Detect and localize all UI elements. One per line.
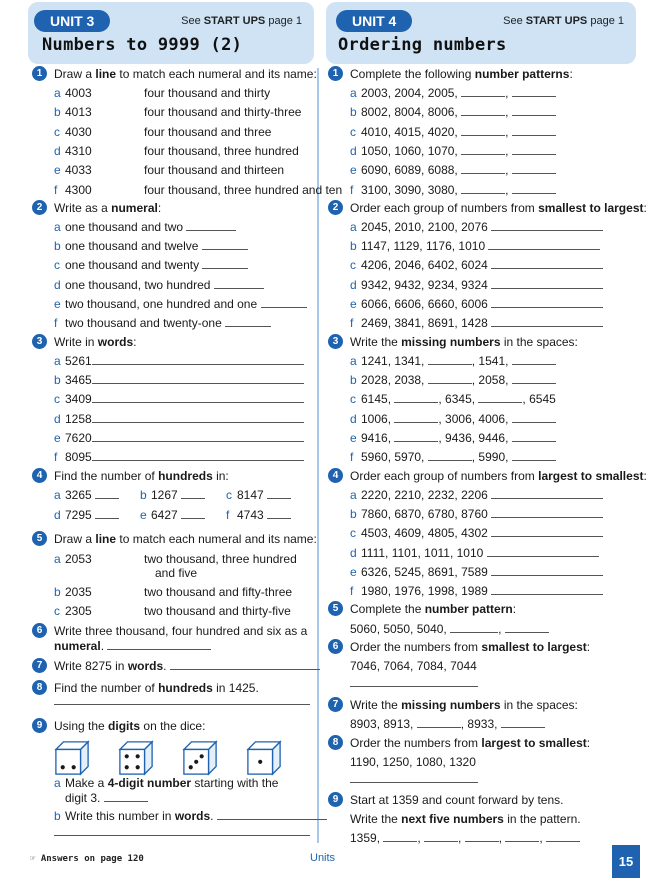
dice-icon bbox=[246, 740, 282, 776]
dice-icon bbox=[118, 740, 154, 776]
dice-icon bbox=[54, 740, 90, 776]
q3-item-e[interactable]: e 7620 bbox=[54, 431, 304, 445]
unit3-title: Numbers to 9999 (2) bbox=[42, 35, 243, 55]
q4-item-e[interactable]: e 6427 bbox=[140, 508, 205, 522]
q7-instruction[interactable]: Write 8275 in words. bbox=[54, 659, 320, 673]
u4-q2-item-f[interactable]: f 2469, 3841, 8691, 1428 bbox=[350, 316, 603, 330]
u4-q9-instruction: Start at 1359 and count forward by tens. bbox=[350, 793, 564, 807]
u4-q3-item-c[interactable]: c 6145, , 6345, , 6545 bbox=[350, 392, 556, 407]
answers-reference: ☞ Answers on page 120 bbox=[30, 854, 144, 864]
q9-instruction: Using the digits on the dice: bbox=[54, 719, 206, 733]
q2-instruction: Write as a numeral: bbox=[54, 201, 162, 215]
q3-item-f[interactable]: f 8095 bbox=[54, 450, 304, 464]
u4-q3-item-d[interactable]: d 1006, , 3006, 4006, bbox=[350, 412, 556, 426]
q5b-name: two thousand and fifty-three bbox=[144, 585, 293, 599]
q6-instruction-line2[interactable]: numeral. bbox=[54, 639, 211, 653]
q1-number: 1 bbox=[32, 66, 47, 81]
u4-q7-instruction: Write the missing numbers in the spaces: bbox=[350, 698, 578, 712]
q3-instruction: Write in words: bbox=[54, 335, 137, 349]
u4-q5-sequence[interactable]: 5060, 5050, 5040, , bbox=[350, 622, 549, 636]
u4-q4-instruction: Order each group of numbers from largest to smallest: bbox=[350, 469, 647, 483]
q1-name-e: four thousand and thirteen bbox=[144, 163, 285, 178]
unit3-see-startups: See START UPS page 1 bbox=[181, 15, 302, 27]
q2-item-f[interactable]: f two thousand and twenty-one bbox=[54, 316, 271, 330]
u4-q3-number: 3 bbox=[328, 334, 343, 349]
q4-item-a[interactable]: a 3265 bbox=[54, 488, 119, 502]
u4-q4-item-c[interactable]: c 4503, 4609, 4805, 4302 bbox=[350, 526, 603, 540]
q4-number: 4 bbox=[32, 468, 47, 483]
u4-q3-item-b[interactable]: b 2028, 2038, , 2058, bbox=[350, 373, 556, 387]
q5-instruction: Draw a line to match each numeral and its name: bbox=[54, 532, 317, 546]
q1-item-d: d 4310 bbox=[54, 143, 92, 158]
u4-q1-item-d[interactable]: d 1050, 1060, 1070, , bbox=[350, 144, 556, 158]
u4-q7-sequence[interactable]: 8903, 8913, , 8933, bbox=[350, 717, 545, 731]
u4-q6-answer-line[interactable] bbox=[350, 676, 478, 690]
q1-item-f: f 4300 bbox=[54, 182, 92, 197]
q6-number: 6 bbox=[32, 623, 47, 638]
q2-item-d[interactable]: d one thousand, two hundred bbox=[54, 278, 264, 292]
u4-q2-item-b[interactable]: b 1147, 1129, 1176, 1010 bbox=[350, 239, 600, 253]
page-number: 15 bbox=[612, 845, 640, 878]
q3-number: 3 bbox=[32, 334, 47, 349]
q1-item-e: e 4033 bbox=[54, 163, 92, 178]
q8-instruction: Find the number of hundreds in 1425. bbox=[54, 681, 259, 695]
u4-q7-number: 7 bbox=[328, 697, 343, 712]
u4-q2-instruction: Order each group of numbers from smallest to largest: bbox=[350, 201, 647, 215]
section-label: Units bbox=[310, 852, 336, 864]
q8-answer-line[interactable] bbox=[54, 694, 310, 708]
q3-item-d[interactable]: d 1258 bbox=[54, 412, 304, 426]
u4-q9-number: 9 bbox=[328, 792, 343, 807]
u4-q4-number: 4 bbox=[328, 468, 343, 483]
u4-q5-number: 5 bbox=[328, 601, 343, 616]
q9b[interactable]: b Write this number in words. bbox=[54, 809, 327, 823]
q1-item-a: a 4003 bbox=[54, 86, 92, 100]
unit3-header bbox=[28, 2, 314, 64]
q2-number: 2 bbox=[32, 200, 47, 215]
q5c: c 2305 bbox=[54, 604, 92, 618]
q5a-name-line2: and five bbox=[155, 566, 198, 580]
unit4-title: Ordering numbers bbox=[338, 35, 507, 55]
u4-q1-item-f[interactable]: f 3100, 3090, 3080, , bbox=[350, 183, 556, 197]
u4-q6-instruction: Order the numbers from smallest to largest: bbox=[350, 640, 591, 654]
q3-item-a[interactable]: a 5261 bbox=[54, 354, 304, 368]
u4-q2-number: 2 bbox=[328, 200, 343, 215]
q1-item-b: b 4013 bbox=[54, 105, 92, 120]
q2-item-b[interactable]: b one thousand and twelve bbox=[54, 239, 248, 253]
q1-name-c: four thousand and three bbox=[144, 124, 272, 139]
u4-q8-number: 8 bbox=[328, 735, 343, 750]
q4-item-c[interactable]: c 8147 bbox=[226, 488, 291, 502]
u4-q8-sequence: 1190, 1250, 1080, 1320 bbox=[350, 755, 476, 769]
q8-number: 8 bbox=[32, 680, 47, 695]
u4-q1-item-c[interactable]: c 4010, 4015, 4020, , bbox=[350, 125, 556, 139]
u4-q2-item-d[interactable]: d 9342, 9432, 9234, 9324 bbox=[350, 278, 603, 292]
unit4-see-startups: See START UPS page 1 bbox=[503, 15, 624, 27]
u4-q9-instruction-line2: Write the next five numbers in the pattern. bbox=[350, 812, 581, 826]
u4-q6-sequence: 7046, 7064, 7084, 7044 bbox=[350, 659, 477, 673]
u4-q5-instruction: Complete the number pattern: bbox=[350, 602, 517, 616]
q3-item-c[interactable]: c 3409 bbox=[54, 392, 304, 406]
u4-q2-item-a[interactable]: a 2045, 2010, 2100, 2076 bbox=[350, 220, 603, 234]
u4-q1-item-e[interactable]: e 6090, 6089, 6088, , bbox=[350, 163, 556, 177]
u4-q1-item-a[interactable]: a 2003, 2004, 2005, , bbox=[350, 86, 556, 100]
u4-q9-sequence[interactable]: 1359, , , , , bbox=[350, 831, 580, 845]
u4-q2-item-e[interactable]: e 6066, 6606, 6660, 6006 bbox=[350, 297, 603, 311]
dice-icon bbox=[182, 740, 218, 776]
u4-q3-item-e[interactable]: e 9416, , 9436, 9446, bbox=[350, 431, 556, 445]
u4-q1-instruction: Complete the following number patterns: bbox=[350, 67, 573, 81]
q3-item-b[interactable]: b 3465 bbox=[54, 373, 304, 387]
q1-name-d: four thousand, three hundred bbox=[144, 143, 299, 158]
u4-q1-number: 1 bbox=[328, 66, 343, 81]
u4-q1-item-b[interactable]: b 8002, 8004, 8006, , bbox=[350, 105, 556, 119]
q2-item-c[interactable]: c one thousand and twenty bbox=[54, 258, 248, 272]
q7-number: 7 bbox=[32, 658, 47, 673]
q5a: a 2053 bbox=[54, 552, 92, 566]
u4-q3-item-a[interactable]: a 1241, 1341, , 1541, bbox=[350, 354, 556, 368]
u4-q4-item-b[interactable]: b 7860, 6870, 6780, 8760 bbox=[350, 507, 603, 521]
q9-number: 9 bbox=[32, 718, 47, 733]
q2-item-a[interactable]: a one thousand and two bbox=[54, 220, 236, 234]
q5a-name: two thousand, three hundred bbox=[144, 552, 297, 566]
q1-name-b: four thousand and thirty-three bbox=[144, 105, 302, 120]
u4-q3-item-f[interactable]: f 5960, 5970, , 5990, bbox=[350, 450, 556, 464]
q5c-name: two thousand and thirty-five bbox=[144, 604, 291, 618]
u4-q2-item-c[interactable]: c 4206, 2046, 6402, 6024 bbox=[350, 258, 603, 272]
q2-item-e[interactable]: e two thousand, one hundred and one bbox=[54, 297, 307, 311]
q6-instruction: Write three thousand, four hundred and six as a bbox=[54, 624, 308, 638]
q9a: a Make a 4-digit number starting with the bbox=[54, 776, 279, 790]
q1-name-f: four thousand, three hundred and ten bbox=[144, 182, 343, 197]
u4-q4-item-a[interactable]: a 2220, 2210, 2232, 2206 bbox=[350, 488, 603, 502]
q4-item-d[interactable]: d 7295 bbox=[54, 508, 119, 522]
unit4-header bbox=[326, 2, 636, 64]
q1-item-c: c 4030 bbox=[54, 124, 92, 139]
u4-q8-answer-line[interactable] bbox=[350, 772, 478, 786]
q4-item-f[interactable]: f 4743 bbox=[226, 508, 291, 522]
q9a-line2[interactable]: digit 3. bbox=[65, 791, 148, 805]
u4-q4-item-d[interactable]: d 1111, 1101, 1011, 1010 bbox=[350, 546, 599, 560]
q1-name-a: four thousand and thirty bbox=[144, 86, 271, 100]
q5-number: 5 bbox=[32, 531, 47, 546]
q1-instruction: Draw a line to match each numeral and its name: bbox=[54, 67, 317, 81]
u4-q4-item-f[interactable]: f 1980, 1976, 1998, 1989 bbox=[350, 584, 603, 598]
q9b-answer-line[interactable] bbox=[54, 825, 310, 839]
q4-item-b[interactable]: b 1267 bbox=[140, 488, 205, 502]
u4-q8-instruction: Order the numbers from largest to smallest: bbox=[350, 736, 591, 750]
q5b: b 2035 bbox=[54, 585, 92, 599]
u4-q4-item-e[interactable]: e 6326, 5245, 8691, 7589 bbox=[350, 565, 603, 579]
unit4-label: UNIT 4 bbox=[336, 10, 412, 32]
u4-q3-instruction: Write the missing numbers in the spaces: bbox=[350, 335, 578, 349]
q4-instruction: Find the number of hundreds in: bbox=[54, 469, 229, 483]
unit3-label: UNIT 3 bbox=[34, 10, 110, 32]
u4-q6-number: 6 bbox=[328, 639, 343, 654]
